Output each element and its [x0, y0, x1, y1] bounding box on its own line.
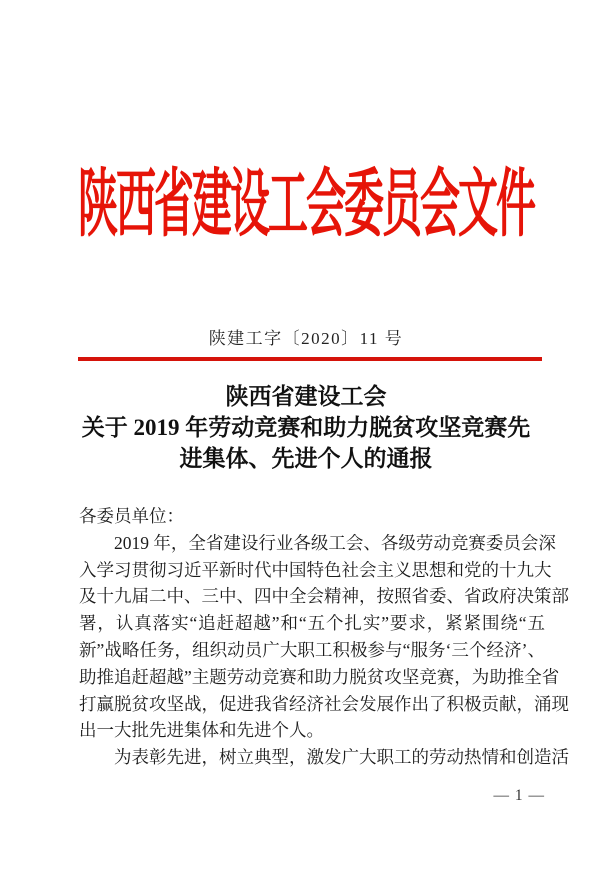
salutation-line: 各委员单位： — [79, 506, 184, 526]
body-line: 入学习贯彻习近平新时代中国特色社会主义思想和党的十九大 — [79, 559, 552, 580]
document-title-line-1: 陕西省建设工会 — [225, 384, 387, 409]
document-title — [40, 381, 572, 474]
body-line: 新”战略任务，组织动员广大职工积极参与“服务‘三个经济’、 — [79, 639, 545, 660]
document-title-line-2: 关于 2019 年劳动竞赛和助力脱贫攻坚竞赛先 — [81, 415, 531, 440]
document-reference-number: 陕建工字〔2020〕11 号 — [208, 329, 404, 348]
red-separator-line — [78, 357, 542, 361]
body-line: 2019 年，全省建设行业各级工会、各级劳动竞赛委员会深 — [114, 532, 556, 553]
body-line: 打赢脱贫攻坚战，促进我省经济社会发展作出了积极贡献，涌现 — [79, 693, 569, 714]
body-line: 为表彰先进，树立典型，激发广大职工的劳动热情和创造活 — [114, 747, 569, 768]
body-line: 出一大批先进集体和先进个人。 — [79, 720, 324, 741]
page-number: — 1 — — [493, 787, 545, 804]
letterhead-banner-title: 陕西省建设工会委员会文件 — [78, 164, 534, 246]
document-title-line-3: 进集体、先进个人的通报 — [179, 446, 433, 471]
body-line: 助推追赶超越”主题劳动竞赛和助力脱贫攻坚竞赛，为助推全省 — [79, 666, 560, 687]
body-line: 及十九届二中、三中、四中全会精神，按照省委、省政府决策部 — [79, 586, 569, 607]
body-line: 署，认真落实“追赶超越”和“五个扎实”要求，紧紧围绕“五 — [79, 613, 545, 634]
document-body — [79, 503, 569, 771]
letterhead-banner — [0, 166, 612, 251]
